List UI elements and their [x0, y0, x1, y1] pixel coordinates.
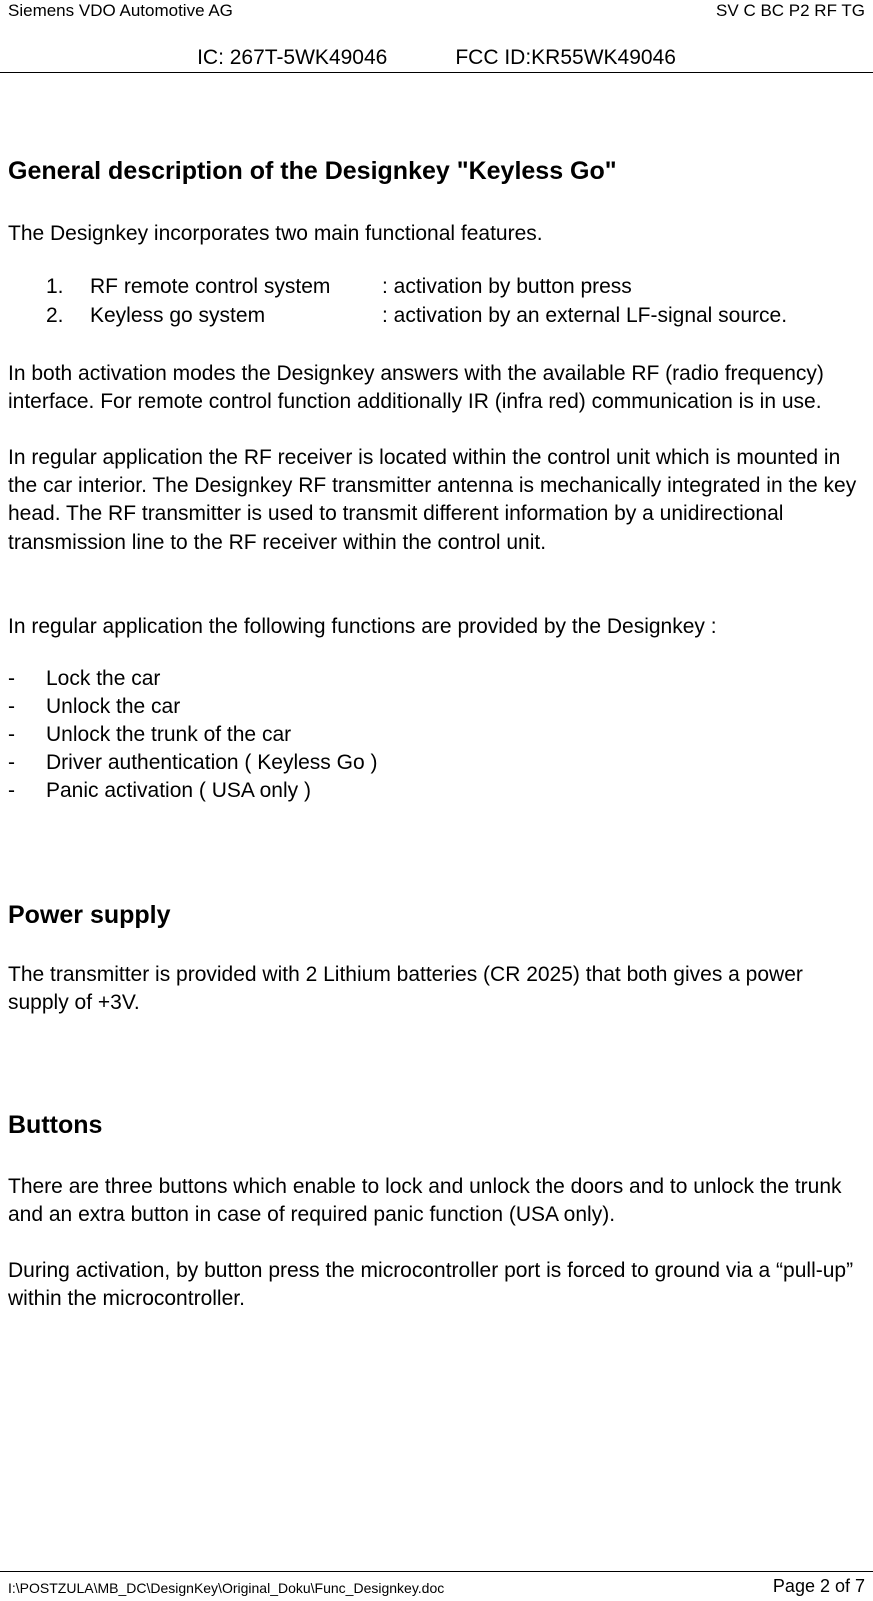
buttons-paragraph: There are three buttons which enable to lock and unlock the doors and to unlock the trunk and an extra button in case of required panic function (USA only).: [8, 1175, 842, 1227]
receiver-paragraph: In regular application the RF receiver is located within the control unit which is mounted in the car interior. The Designkey RF transmitter antenna is mechanically integrated in the key head. The RF transmitter is used to transmit different information by a unidirectional transmission line to the RF receiver within the control unit.: [8, 446, 857, 554]
section-title-power-supply: Power supply: [8, 901, 171, 929]
feature-number: 2.: [46, 304, 64, 327]
feature-name: Keyless go system: [90, 304, 266, 327]
ic-number: IC: 267T-5WK49046: [197, 46, 388, 69]
power-supply-paragraph: The transmitter is provided with 2 Lithium batteries (CR 2025) that both gives a power supply of +3V.: [8, 963, 803, 1015]
footer-divider: [0, 1571, 873, 1572]
page-number: Page 2 of 7: [772, 1576, 865, 1596]
section-title-general: General description of the Designkey "Keyless Go": [8, 157, 617, 185]
feature-description: : activation by an external LF-signal source.: [382, 304, 788, 327]
company-name: Siemens VDO Automotive AG: [8, 1, 233, 20]
fcc-id: FCC ID:KR55WK49046: [455, 46, 676, 69]
certification-ids: [0, 46, 873, 70]
intro-paragraph: The Designkey incorporates two main functional features.: [8, 222, 543, 245]
file-path: I:\POSTZULA\MB_DC\DesignKey\Original_Doku\Func_Designkey.doc: [8, 1580, 445, 1596]
feature-description: : activation by button press: [382, 275, 632, 298]
header-divider: [0, 72, 873, 73]
functions-intro: In regular application the following functions are provided by the Designkey :: [8, 615, 717, 638]
feature-name: RF remote control system: [90, 275, 331, 298]
feature-number: 1.: [46, 275, 64, 298]
section-title-buttons: Buttons: [8, 1111, 103, 1139]
department-code: SV C BC P2 RF TG: [716, 1, 865, 20]
activation-detail-paragraph: During activation, by button press the microcontroller port is forced to ground via a “pull-up” within the microcontroller.: [8, 1259, 854, 1311]
activation-paragraph: In both activation modes the Designkey answers with the available RF (radio frequency) interface. For remote control function additionally IR (infra red) communication is in use.: [8, 362, 824, 414]
